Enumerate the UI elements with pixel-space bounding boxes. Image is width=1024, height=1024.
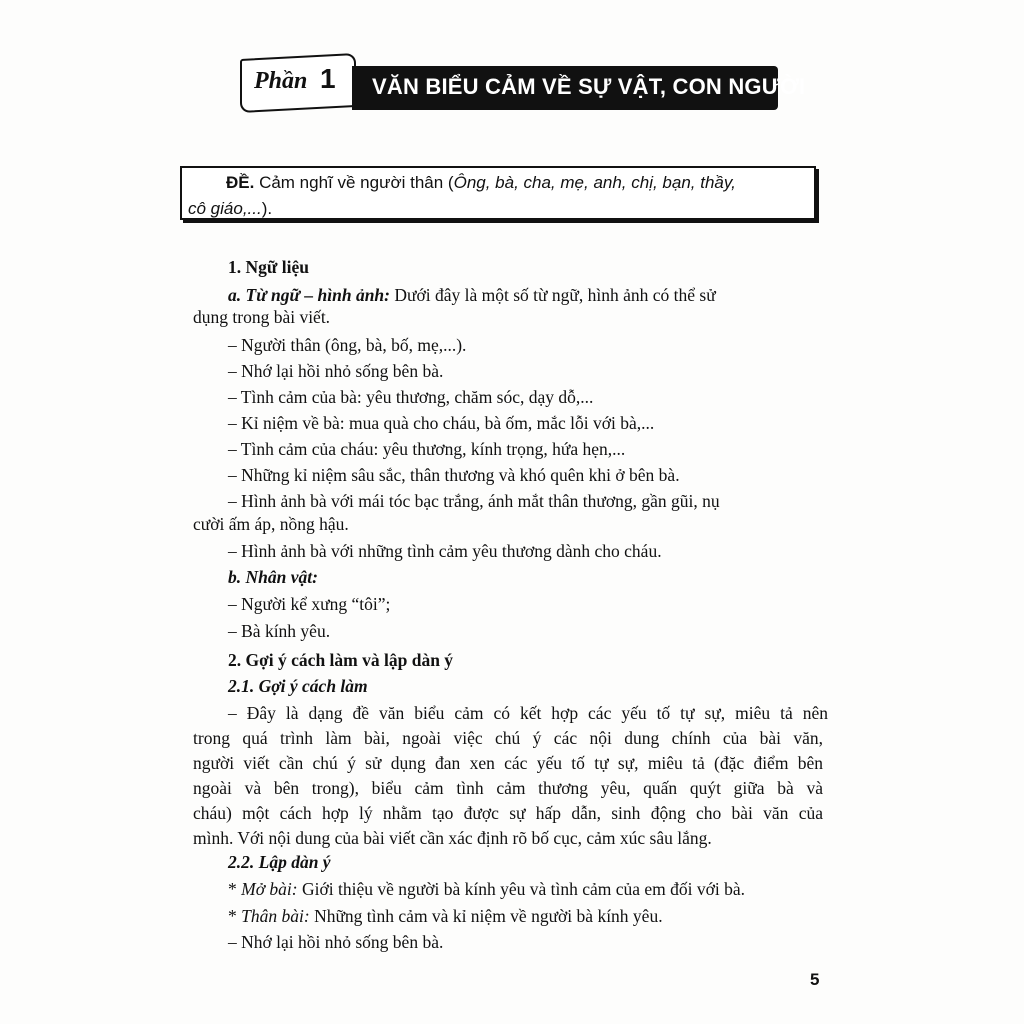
section-2-1-heading: 2.1. Gợi ý cách làm — [228, 676, 368, 696]
list-item: – Hình ảnh bà với những tình cảm yêu thương dành cho cháu. — [228, 541, 662, 561]
paragraph-line: ngoài và bên trong), biểu cảm tình cảm thương yêu, quấn quýt giữa bà và — [193, 778, 823, 798]
topic-lead: ĐỀ. — [226, 173, 255, 192]
topic-tail: ). — [261, 199, 273, 218]
section-a-text: Dưới đây là một số từ ngữ, hình ảnh có thể sử — [390, 285, 716, 305]
paragraph-line: trong quá trình làm bài, ngoài việc chú ý các nội dung chính của bài văn, — [193, 728, 823, 748]
section-2-2-heading: 2.2. Lập dàn ý — [228, 852, 331, 872]
paragraph-line: người viết cần chú ý sử dụng đan xen các yếu tố tự sự, miêu tả (đặc điểm bên — [193, 753, 823, 773]
list-item-continuation: cười ấm áp, nồng hậu. — [193, 514, 349, 534]
mo-bai-text: Giới thiệu về người bà kính yêu và tình cảm của em đối với bà. — [297, 879, 746, 899]
list-item: – Tình cảm của bà: yêu thương, chăm sóc, dạy dỗ,... — [228, 387, 594, 407]
topic-line-1 — [188, 170, 808, 196]
paragraph-line: cháu) một cách hợp lý nhằm tạo được sự hấp dẫn, sinh động cho bài văn của — [193, 803, 823, 823]
section-1-heading: 1. Ngữ liệu — [228, 257, 309, 277]
mo-bai-label: Mở bài: — [241, 879, 298, 899]
than-bai-text: Những tình cảm và kỉ niệm về người bà kính yêu. — [309, 906, 663, 926]
topic-text: Cảm nghĩ về người thân ( — [254, 173, 454, 192]
section-2-heading: 2. Gợi ý cách làm và lập dàn ý — [228, 650, 454, 670]
topic-italic: Ông, bà, cha, mẹ, anh, chị, bạn, thầy, — [453, 173, 736, 192]
section-a-label: a. Từ ngữ – hình ảnh: — [228, 285, 390, 305]
paragraph-line: mình. Với nội dung của bài viết cần xác định rõ bố cục, cảm xúc sâu lắng. — [193, 828, 712, 848]
part-label: Phần — [254, 68, 308, 94]
part-title: VĂN BIỂU CẢM VỀ SỰ VẬT, CON NGƯỜI — [372, 74, 806, 99]
section-a-text-2: dụng trong bài viết. — [193, 307, 331, 327]
topic-box — [180, 166, 816, 220]
paragraph-line: – Đây là dạng đề văn biểu cảm có kết hợp các yếu tố tự sự, miêu tả nên — [228, 703, 828, 723]
list-item: – Nhớ lại hồi nhỏ sống bên bà. — [228, 932, 444, 952]
bullet-star: * — [228, 906, 242, 926]
topic-line-2 — [188, 196, 808, 222]
list-item: – Tình cảm của cháu: yêu thương, kính trọng, hứa hẹn,... — [228, 439, 626, 459]
part-banner — [240, 50, 806, 112]
part-number: 1 — [320, 63, 336, 94]
list-item: – Hình ảnh bà với mái tóc bạc trắng, ánh mắt thân thương, gần gũi, nụ — [228, 491, 720, 511]
list-item: – Người thân (ông, bà, bố, mẹ,...). — [228, 335, 467, 355]
mo-bai-line — [228, 878, 828, 900]
bullet-star: * — [228, 879, 242, 899]
list-item: – Kỉ niệm về bà: mua quà cho cháu, bà ốm, mắc lỗi với bà,... — [228, 413, 655, 433]
list-item: – Những kỉ niệm sâu sắc, thân thương và khó quên khi ở bên bà. — [228, 465, 680, 485]
section-b-label: b. Nhân vật: — [228, 567, 318, 587]
section-a-line — [228, 284, 828, 306]
than-bai-label: Thân bài: — [241, 906, 310, 926]
topic-line2: cô giáo,... — [188, 199, 262, 218]
part-title-bar — [352, 66, 806, 110]
page-number: 5 — [810, 970, 820, 989]
list-item: – Nhớ lại hồi nhỏ sống bên bà. — [228, 361, 444, 381]
list-item: – Bà kính yêu. — [228, 621, 331, 641]
than-bai-line — [228, 905, 828, 927]
list-item: – Người kể xưng “tôi”; — [228, 594, 391, 614]
